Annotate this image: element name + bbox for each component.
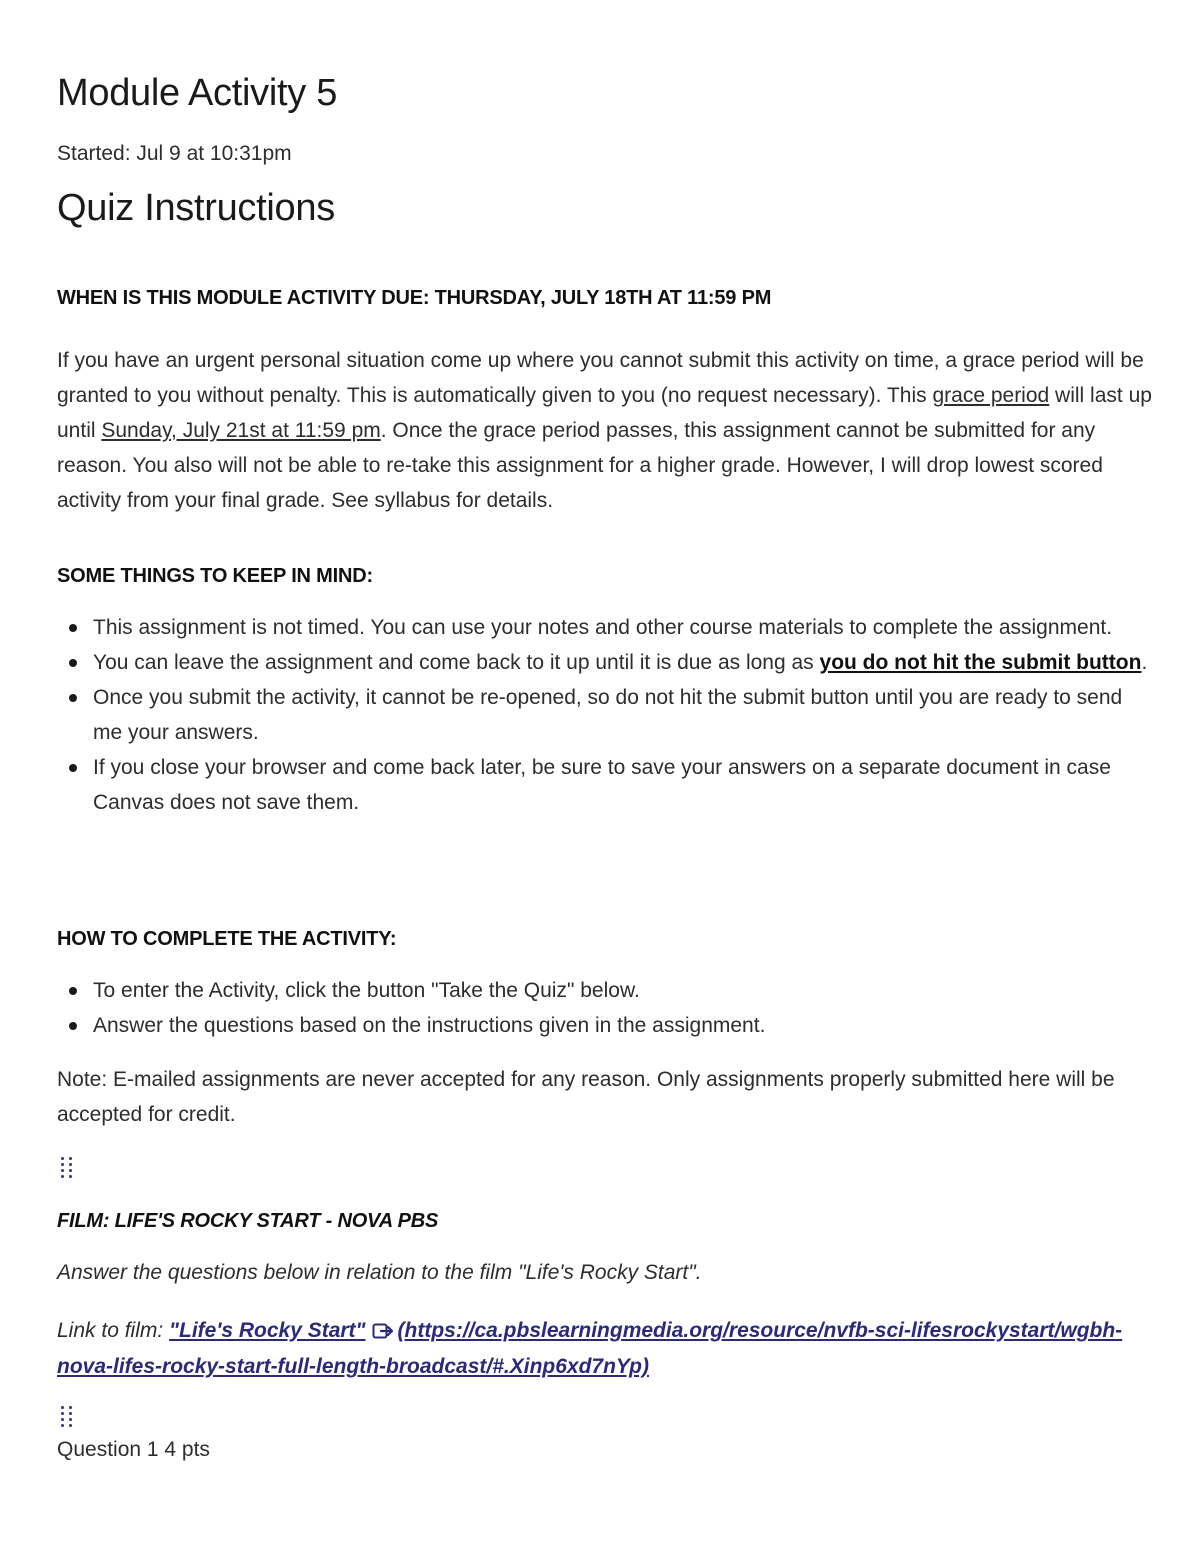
submit-warning-emphasis: you do not hit the submit button [819, 651, 1142, 674]
quiz-instructions-heading: Quiz Instructions [57, 187, 335, 229]
started-timestamp: Started: Jul 9 at 10:31pm [57, 142, 292, 165]
keep-in-mind-heading: SOME THINGS TO KEEP IN MIND: [57, 565, 373, 587]
question-header: Question 1 4 pts [57, 1438, 210, 1461]
film-url-link[interactable]: (https://ca.pbslearningmedia.org/resource/nvfb-sci-lifesrockystart/wgbh-nova-lifes-rocky-start-full-length-broadcast/#.Xinp6xd7nYp) [57, 1319, 1123, 1378]
list-item [93, 645, 1153, 680]
film-link[interactable]: "Life's Rocky Start" [169, 1319, 366, 1342]
external-link-icon[interactable] [372, 1322, 394, 1340]
page-title: Module Activity 5 [57, 72, 338, 114]
grace-deadline: Sunday, July 21st at 11:59 pm [101, 419, 381, 442]
list-item: To enter the Activity, click the button "Take the Quiz" below. [93, 973, 1153, 1008]
grace-text-1: If you have an urgent personal situation come up where you cannot submit this activity on time, a grace period will be granted to you without penalty. This is automatically given to you (no request necessary). This [57, 349, 1144, 407]
film-heading: FILM: LIFE'S ROCKY START - NOVA PBS [57, 1210, 439, 1232]
how-to-heading: HOW TO COMPLETE THE ACTIVITY: [57, 928, 397, 950]
answer-instructions: Answer the questions below in relation to the film "Life's Rocky Start". [57, 1261, 702, 1284]
list-item-text: You can leave the assignment and come back to it up until it is due as long as [93, 651, 820, 674]
due-date-heading: WHEN IS THIS MODULE ACTIVITY DUE: THURSDAY, JULY 18TH AT 11:59 PM [57, 287, 772, 309]
drag-handle-icon[interactable] [61, 1157, 75, 1181]
list-item: This assignment is not timed. You can use your notes and other course materials to complete the assignment. [93, 610, 1153, 645]
list-item-end: . [1141, 651, 1148, 674]
list-item: Once you submit the activity, it cannot be re-opened, so do not hit the submit button until you are ready to send me your answers. [93, 680, 1153, 750]
drag-handle-icon[interactable] [61, 1406, 75, 1430]
film-link-paragraph [57, 1313, 1152, 1385]
grace-text-3: . Once the grace period passes, this assignment cannot be submitted for any reason. You also will not be able to re-take this assignment for a higher grade. However, I will drop lowest scored activity from your final grade. See syllabus for details. [57, 419, 1103, 512]
note-paragraph: Note: E-mailed assignments are never accepted for any reason. Only assignments properly submitted here will be accepted for credit. [57, 1068, 1115, 1126]
grace-period-term: grace period [932, 384, 1050, 407]
grace-text-2: will last up until [57, 384, 1152, 442]
list-item: If you close your browser and come back later, be sure to save your answers on a separate document in case Canvas does not save them. [93, 750, 1153, 820]
list-item: Answer the questions based on the instructions given in the assignment. [93, 1008, 1153, 1043]
keep-in-mind-list [57, 610, 1153, 820]
link-prefix: Link to film: [57, 1319, 170, 1342]
how-to-list [57, 973, 1153, 1043]
grace-period-paragraph [57, 343, 1152, 518]
